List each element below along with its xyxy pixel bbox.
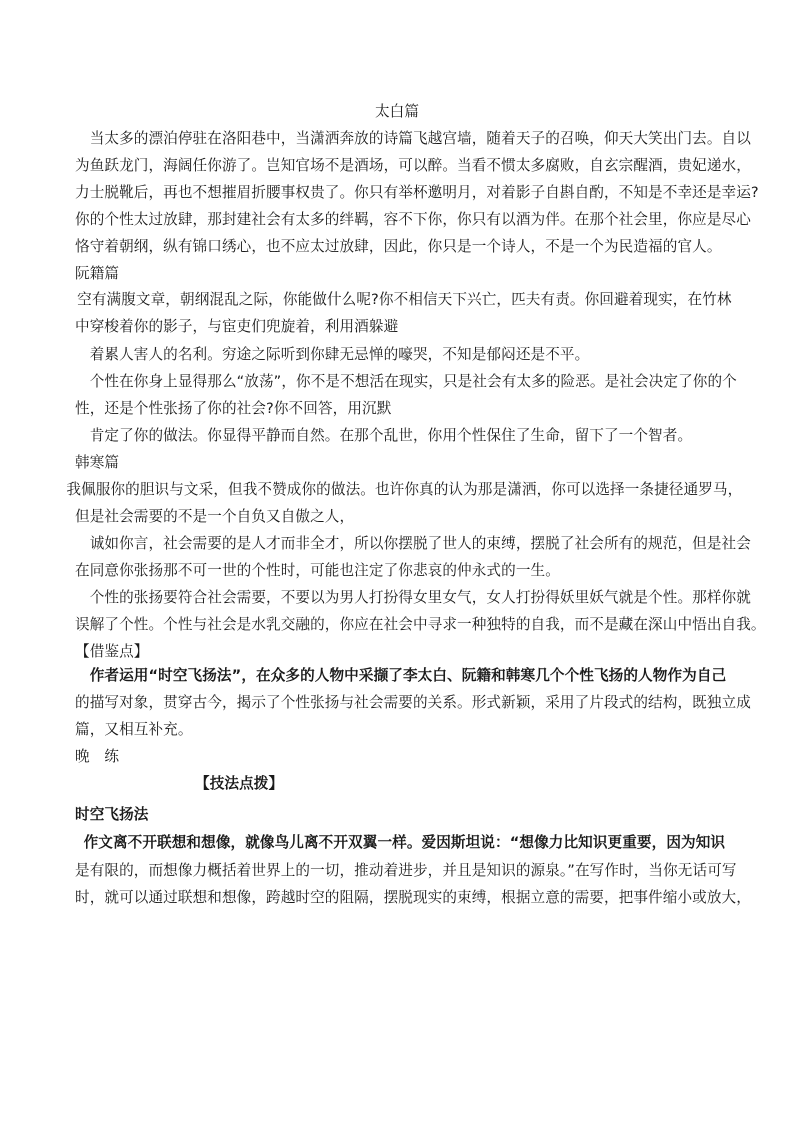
section-title-ruanji: 空有满腹文章，朝纲混乱之际，你能做什么呢?你不相信天下兴亡，匹夫有责。你回避着现实，在竹林 bbox=[62, 291, 732, 308]
paragraph-line: 韩寒篇 bbox=[75, 454, 120, 471]
paragraph-line: 个性的张扬要符合社会需要，不要以为男人打扮得女里女气，女人打扮得妖里妖气就是个性。那样你就 bbox=[75, 589, 751, 606]
paragraph-line: 肯定了你的做法。你显得平静而自然。在那个乱世，你用个性保住了生命，留下了一个智者。 bbox=[75, 427, 693, 444]
heading-wanlian: 【技法点拨】 bbox=[195, 775, 284, 792]
paragraph-line: 但是社会需要的不是一个自负又自傲之人， bbox=[75, 508, 355, 525]
heading-jifadianbo: 时空飞扬法 bbox=[75, 806, 149, 823]
paragraph-line: 恪守着朝纲，纵有锦口绣心，也不应太过放肆，因此，你只是一个诗人，不是一个为民造福的官人。 bbox=[75, 238, 722, 255]
heading-jiejiandian: 作者运用“时空飞扬法”，在众多的人物中采撷了李太白、阮籍和韩寒几个个性飞扬的人物作为自己 bbox=[75, 667, 727, 684]
paragraph-line: 中穿梭着你的影子，与宦吏们兜旋着，利用酒躲避 bbox=[75, 318, 399, 335]
paragraph-line: 你的个性太过放肆，那封建社会有太多的绊羁，容不下你，你只有以酒为伴。在那个社会里，你应是尽心 bbox=[75, 211, 751, 228]
paragraph-line: 在同意你张扬那不可一世的个性时，可能也注定了你悲哀的仲永式的一生。 bbox=[75, 562, 560, 579]
paragraph-line: 当太多的漂泊停驻在洛阳巷中，当潇洒奔放的诗篇飞越宫墙，随着天子的召唤，仰天大笑出门去。自以 bbox=[75, 130, 751, 147]
paragraph-line: 的描写对象，贯穿古今，揭示了个性张扬与社会需要的关系。形式新颖，采用了片段式的结构，既独立成 bbox=[75, 694, 751, 711]
paragraph-line: 篇，又相互补充。 bbox=[75, 721, 193, 738]
paragraph-line: 误解了个性。个性与社会是水乳交融的，你应在社会中寻求一种独特的自我，而不是藏在深山中悟出自我。 bbox=[75, 616, 766, 633]
paragraph-line: 晚 练 bbox=[75, 748, 120, 765]
paragraph-line: 时，就可以通过联想和想像，跨越时空的阻隔，摆脱现实的束缚，根据立意的需要，把事件缩小或放大， bbox=[75, 889, 751, 906]
paragraph-line: 诚如你言，社会需要的是人才而非全才，所以你摆脱了世人的束缚，摆脱了社会所有的规范，但是社会 bbox=[75, 535, 751, 552]
paragraph-line: 着累人害人的名利。穷途之际听到你肆无忌惮的嚎哭，不知是郁闷还是不平。 bbox=[75, 346, 590, 363]
section-title-taibai: 太白篇 bbox=[374, 103, 420, 120]
section-title-hanhan: 我佩服你的胆识与文采，但我不赞成你的做法。也许你真的认为那是潇洒，你可以选择一条捷径通罗马， bbox=[51, 481, 743, 498]
paragraph-line: 个性在你身上显得那么“放荡”，你不是不想活在现实，只是社会有太多的险恶。是社会决定了你的个 bbox=[75, 373, 737, 390]
paragraph-line: 是有限的，而想像力概括着世界上的一切，推动着进步，并且是知识的源泉。”在写作时，当你无话可写 bbox=[75, 862, 737, 879]
heading-shikong: 作文离不开联想和想像，就像鸟儿离不开双翼一样。爱因斯坦说：“想像力比知识更重要，因为知识 bbox=[68, 834, 726, 851]
paragraph-line: 力士脱靴后，再也不想摧眉折腰事权贵了。你只有举杯邀明月，对着影子自斟自酌，不知是不幸还是幸运? bbox=[75, 184, 759, 201]
paragraph-line: 为鱼跃龙门，海阔任你游了。岂知官场不是酒场，可以醉。当看不惯太多腐败，自玄宗醒酒，贵妃递水， bbox=[75, 157, 751, 174]
paragraph-line: 阮籍篇 bbox=[75, 265, 120, 282]
paragraph-line: 【借鉴点】 bbox=[75, 643, 149, 660]
paragraph-line: 性，还是个性张扬了你的社会?你不回答，用沉默 bbox=[75, 400, 392, 417]
